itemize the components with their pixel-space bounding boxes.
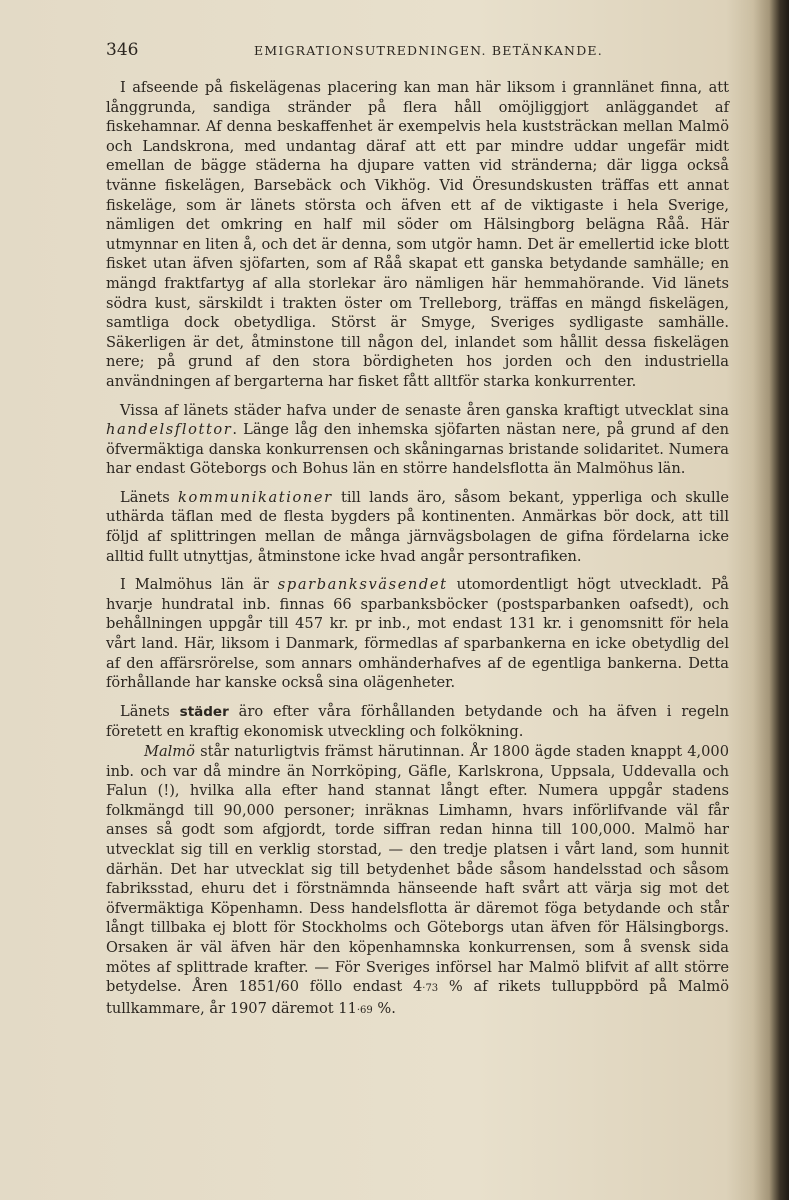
percentage-value: 11 bbox=[338, 999, 357, 1017]
paragraph-text: till lands äro, såsom bekant, ypperliga och skulle uthärda täflan med de flesta bygders på kontinenten. Anmärkas bör dock, att till följd af splittringen mellan de många järnvägsbolagen de gifna fördelarna icke alltid fullt utnyttjas, åtminstone icke hvad angår persontrafiken. bbox=[106, 488, 730, 565]
paragraph-text: %. bbox=[372, 999, 396, 1017]
bold-term: städer bbox=[179, 703, 229, 720]
paragraph-text: Vissa af länets städer hafva under de senaste åren ganska kraftigt utvecklat sina bbox=[120, 401, 729, 419]
paragraph-text: I afseende på fiskelägenas placering kan man här liksom i grannlänet finna, att långgrunda, sandiga stränder på flera håll omöjliggjort anläggandet af fiskehamnar. Af denna beskaffenhet är exempelvis hela kuststräckan mellan Malmö och Landskrona, med undantag däraf att ett par mindre uddar ungefär midt emellan de bägge städerna ha djupare vatten vid stränderna; där ligga också tvänne fiskelägen, Barsebäck och Vikhög. Vid Öresundskusten träffas ett annat fiskeläge, som är länets största och äfven ett af de viktigaste i hela Sverige, nämligen det omkring en half mil söder om Hälsingborg belägna Råå. Här utmynnar en liten å, och det är denna, som utgör hamn. Det är emellertid icke blott fisket utan äfven sjöfarten, som af Råå skapat ett ganska betydande samhälle; en mängd fraktfartyg af alla storlekar äro nämligen här hemmahörande. Vid länets södra kust, särskildt i trakten öster om Trelleborg, träffas en mängd fiskelägen, samtliga dock obetydliga. Störst är Smyge, Sveriges sydligaste samhälle. Säkerligen är det, åtminstone till någon del, inlandet som hållit dessa fiskelägen nere; på grund af den stora bördigheten hos jorden och den industriella användningen af bergarterna har fisket fått alltför starka konkurrenter. bbox=[106, 79, 729, 390]
emphasis-term: kommunikationer bbox=[178, 488, 333, 506]
paragraph-text: I Malmöhus län är bbox=[120, 576, 278, 594]
percentage-decimal: ·69 bbox=[356, 1004, 373, 1016]
page-header bbox=[106, 40, 726, 64]
paragraph-text: står naturligtvis främst härutinnan. År 1800 ägde staden knappt 4,000 inb. och var då mindre än Norrköping, Gäfle, Karlskrona, Uppsala, Uddevalla och Falun (!), hvilka alla efter hand stannat långt efter. Numera uppgår stadens folkmängd till 90,000 personer; inräknas Limhamn, hvars införlifvande väl får anses så godt som afgjordt, torde siffran redan hinna till 100,000. Malmö har utvecklat sig till en verklig storstad, — den tredje platsen i vårt land, som hunnit därhän. Det har utvecklat sig till betydenhet både såsom handelsstad och såsom fabriksstad, ehuru det i förstnämnda hänseende haft svårt att värja sig mot det öfvermäktiga Köpenhamn. Dess handelsflotta är däremot föga betydande och står långt tillbaka ej blott för Stockholms och Göteborgs utan äfven för Hälsingborgs. Orsaken är väl äfven här den köpenhamnska konkurrensen, som å svensk sida mötes af splittrade krafter. — För Sveriges införsel har Malmö blifvit af allt större betydelse. Åren 1851/60 föllo endast bbox=[106, 743, 729, 996]
emphasis-term: sparbanksväsendet bbox=[277, 576, 448, 594]
paragraph-text: % af rikets tulluppbörd på Malmö tullkammare, år 1907 däremot bbox=[106, 978, 729, 1017]
paragraph-towns bbox=[106, 702, 729, 742]
paragraph-savings-banks bbox=[106, 575, 729, 693]
paragraph-malmo bbox=[106, 742, 729, 1020]
paragraph-merchant-fleets bbox=[106, 401, 729, 479]
paragraph-fishing-villages bbox=[106, 78, 729, 392]
percentage-decimal: ·73 bbox=[422, 983, 439, 995]
running-title: EMIGRATIONSUTREDNINGEN. BETÄNKANDE. bbox=[254, 43, 603, 58]
paragraph-text: utomordentligt högt utveckladt. På hvarje hundratal inb. finnas 66 sparbanksböcker (postsparbanken oafsedt), och behållningen uppgår till 457 kr. pr inb., mot endast 131 kr. i genomsnitt för hela vårt land. Här, liksom i Danmark, förmedlas af sparbankerna en icke obetydlig del af den affärsrörelse, som annars omhänderhafves af de egentliga bankerna. Detta förhållande har kanske också sina olägenheter. bbox=[106, 576, 729, 692]
paragraph-text: Länets bbox=[120, 488, 179, 506]
italic-term: Malmö bbox=[144, 743, 195, 760]
book-spine-shadow bbox=[753, 0, 789, 1200]
paragraph-text: . Länge låg den inhemska sjöfarten nästan nere, på grund af den öfvermäktiga danska konkurrensen och skåningarnas bristande solidaritet. Numera har endast Göteborgs och Bohus län en större handelsflotta än Malmöhus län. bbox=[106, 421, 729, 478]
body-text bbox=[106, 78, 729, 1020]
emphasis-term: handelsflottor bbox=[106, 421, 233, 439]
paragraph-text: äro efter våra förhållanden betydande och ha äfven i regeln företett en kraftig ekonomisk utveckling och folkökning. bbox=[106, 702, 729, 741]
percentage-value: 4 bbox=[412, 978, 423, 996]
page-number: 346 bbox=[106, 40, 139, 60]
paragraph-text: Länets bbox=[120, 702, 180, 720]
paragraph-communications bbox=[106, 488, 729, 566]
